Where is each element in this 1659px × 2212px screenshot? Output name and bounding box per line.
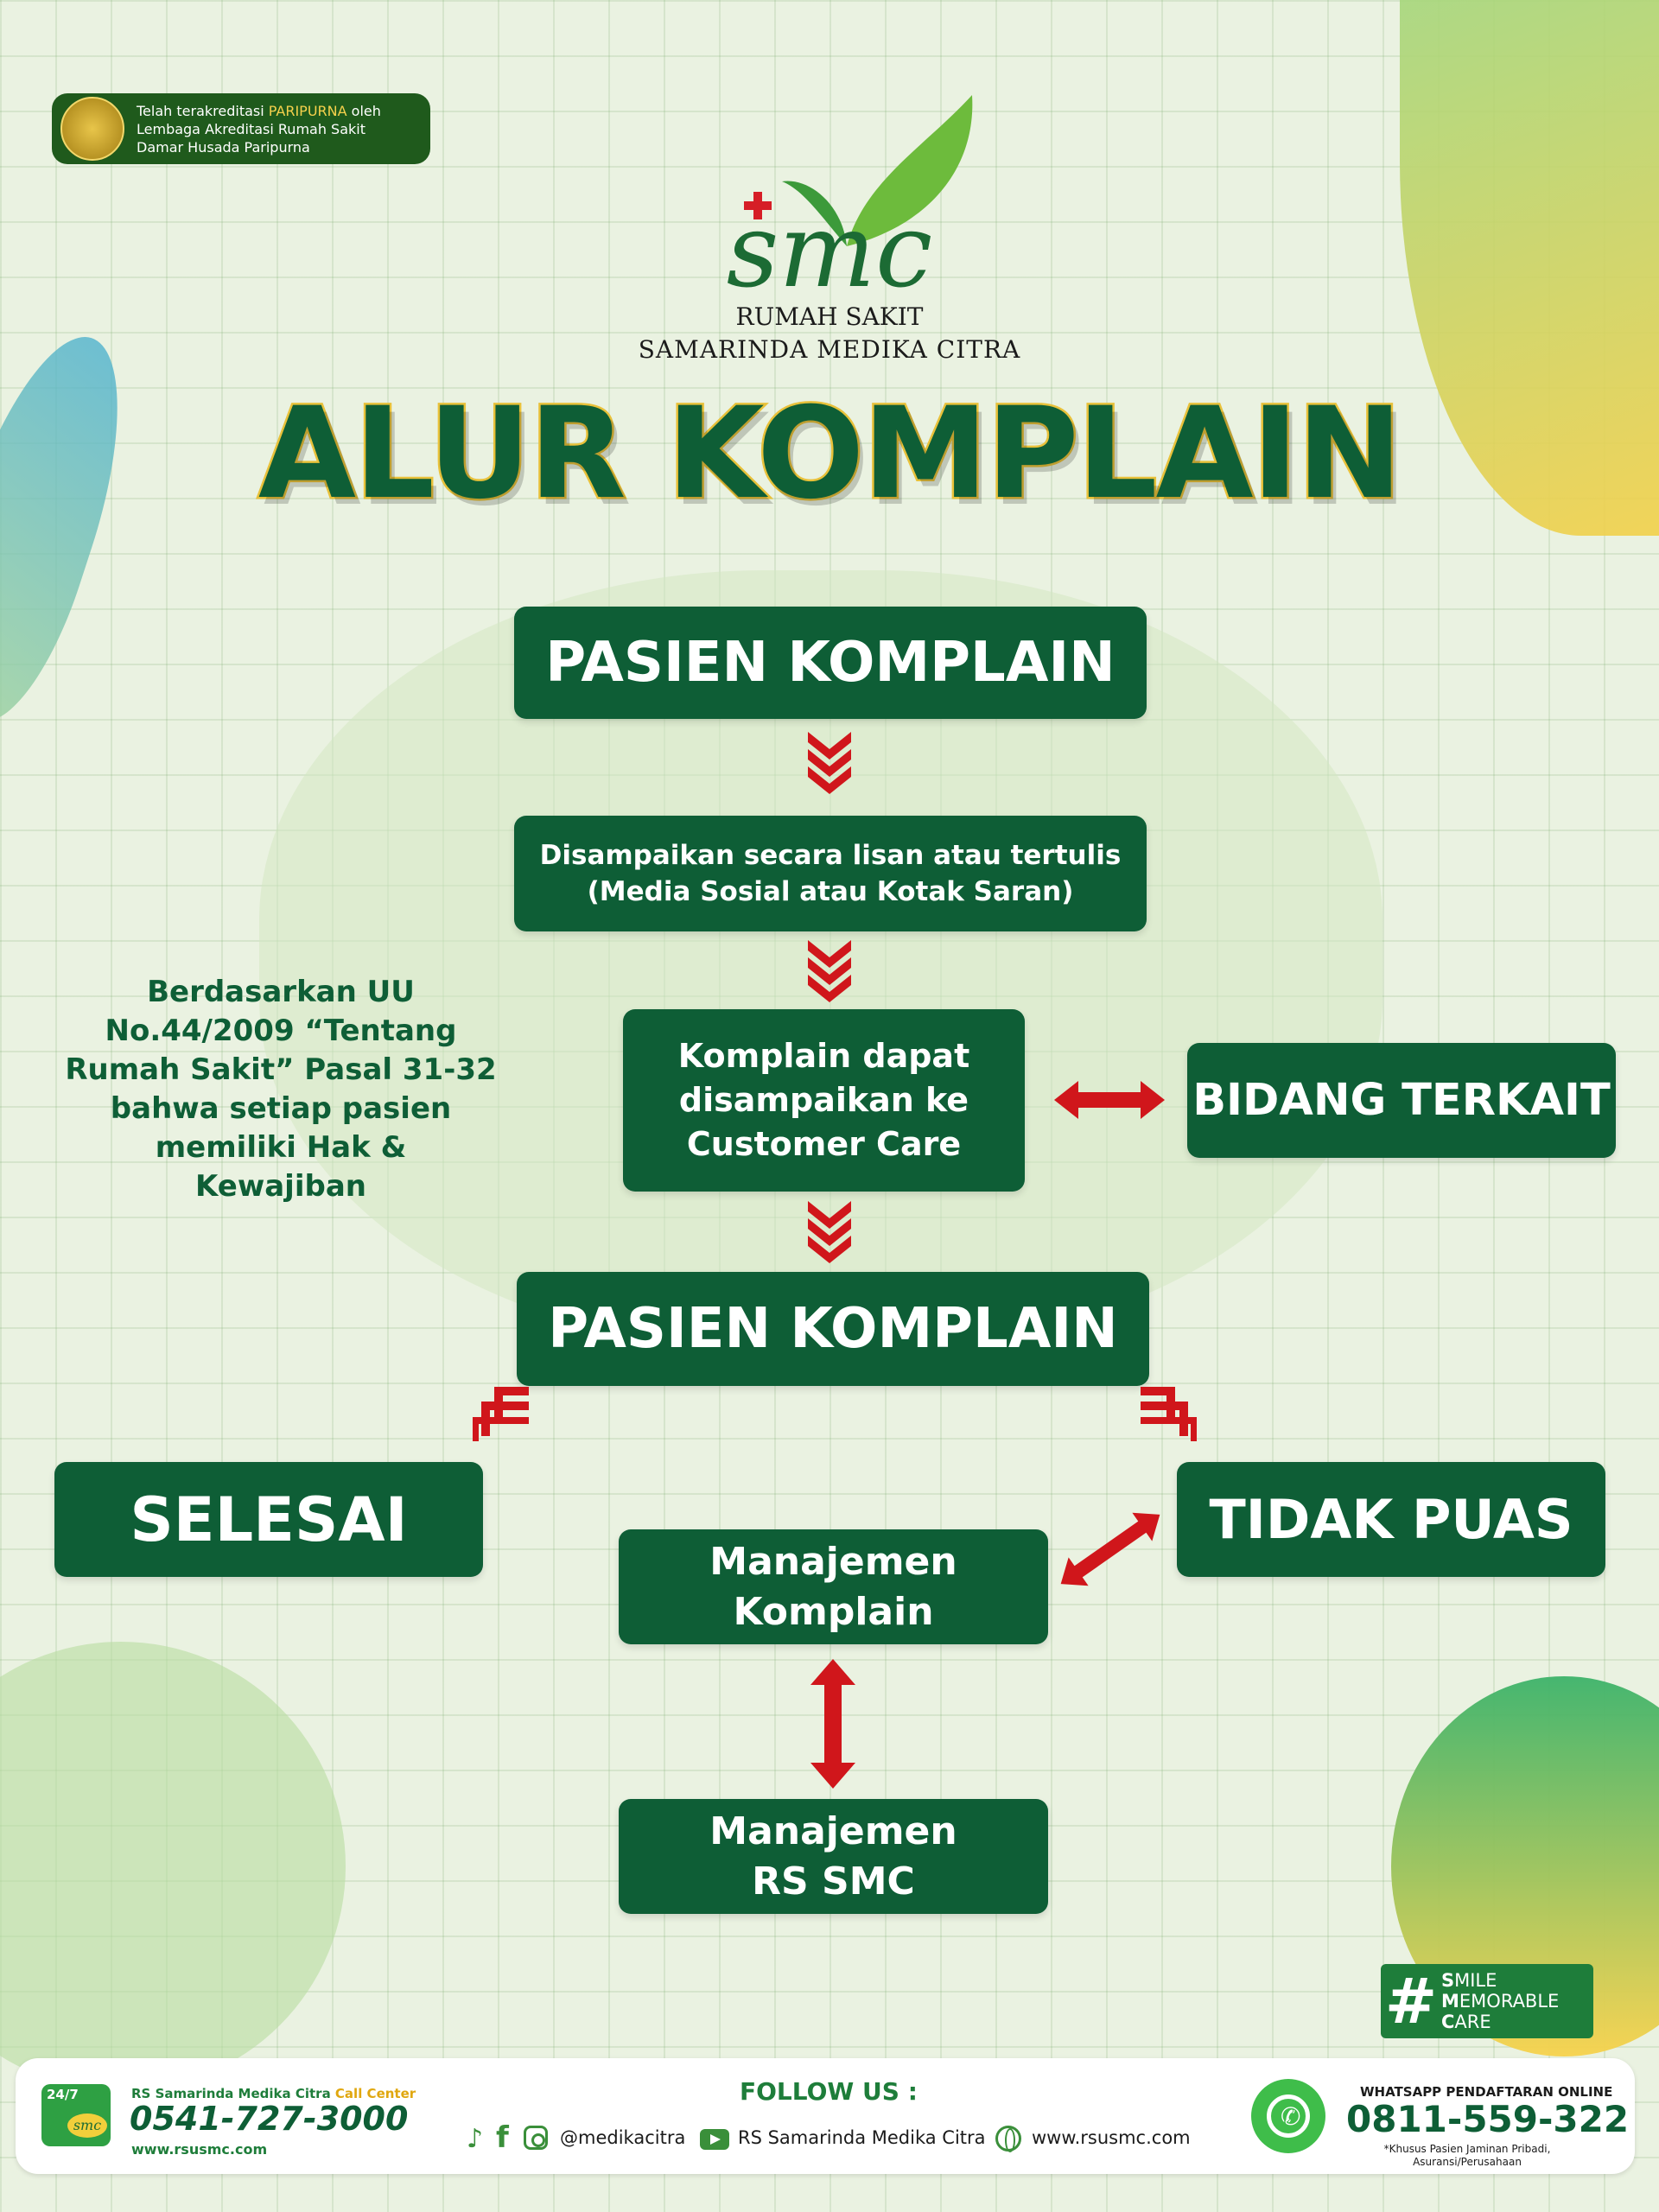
chevron-down-icon-1 [804,728,855,797]
logo-brand: smc [726,191,933,310]
follow-us-label: FOLLOW US : [740,2077,918,2106]
page-title: ALUR KOMPLAIN [257,380,1402,527]
youtube-channel[interactable]: RS Samarinda Medika Citra [738,2127,986,2148]
footer-bar [16,2058,1635,2174]
call-center-label: RS Samarinda Medika Citra Call Center [131,2086,416,2101]
call-center-badge-icon: 24/7 smc [41,2084,111,2146]
logo-line2: SAMARINDA MEDIKA CITRA [638,335,1021,364]
chevron-down-left-icon [468,1382,537,1443]
call-center-web[interactable]: www.rsusmc.com [131,2141,268,2158]
whatsapp-phone[interactable]: 0811-559-322 [1346,2098,1630,2140]
smile-text: SMILE MEMORABLE CARE [1441,1970,1560,2032]
bidang-terkait: BIDANG TERKAIT [1187,1043,1616,1158]
manajemen-rs-smc: Manajemen RS SMC [619,1799,1048,1914]
whatsapp-label: WHATSAPP PENDAFTARAN ONLINE [1360,2084,1613,2100]
facebook-icon[interactable]: f [496,2120,509,2155]
whatsapp-note: *Khusus Pasien Jaminan Pribadi, Asuransi/Perusahaan [1383,2143,1551,2168]
step-customer-care: Komplain dapat disampaikan ke Customer Care [623,1009,1025,1192]
chevron-down-icon-2 [804,936,855,1005]
double-arrow-diagonal-icon [1052,1510,1168,1588]
smile-memorable-care-badge [1381,1964,1593,2038]
manajemen-komplain: Manajemen Komplain [619,1529,1048,1644]
whatsapp-icon[interactable]: ✆ [1251,2079,1325,2153]
logo-line1: RUMAH SAKIT [735,302,924,331]
instagram-icon[interactable] [524,2126,548,2150]
chevron-down-icon-3 [804,1197,855,1266]
double-arrow-horizontal-icon [1052,1078,1166,1122]
website-link[interactable]: www.rsusmc.com [1032,2127,1191,2148]
tidak-puas-box: TIDAK PUAS [1177,1462,1605,1577]
step-pasien-komplain-1: PASIEN KOMPLAIN [514,607,1147,719]
youtube-icon[interactable] [700,2129,729,2150]
globe-icon[interactable] [995,2126,1021,2152]
chevron-down-right-icon [1132,1382,1201,1443]
smc-logo [605,95,1054,372]
accreditation-badge [52,93,430,164]
double-arrow-vertical-icon [809,1657,857,1790]
hashtag-icon: # [1384,1965,1438,2037]
social-handle[interactable]: @medikacitra [560,2127,686,2148]
selesai-box: SELESAI [54,1462,483,1577]
step-disampaikan: Disampaikan secara lisan atau tertulis (Media Sosial atau Kotak Saran) [514,816,1147,931]
law-note: Berdasarkan UU No.44/2009 “Tentang Rumah Sakit” Pasal 31-32 bahwa setiap pasien memiliki Hak & Kewajiban [65,975,497,1204]
step-pasien-komplain-2: PASIEN KOMPLAIN [517,1272,1149,1386]
call-center-phone[interactable]: 0541-727-3000 [130,2100,409,2138]
accreditation-seal-icon [60,97,124,161]
accreditation-text: Telah terakreditasi PARIPURNA oleh Lembaga Akreditasi Rumah Sakit Damar Husada Paripurna [137,102,381,156]
tiktok-icon[interactable]: ♪ [467,2124,484,2154]
